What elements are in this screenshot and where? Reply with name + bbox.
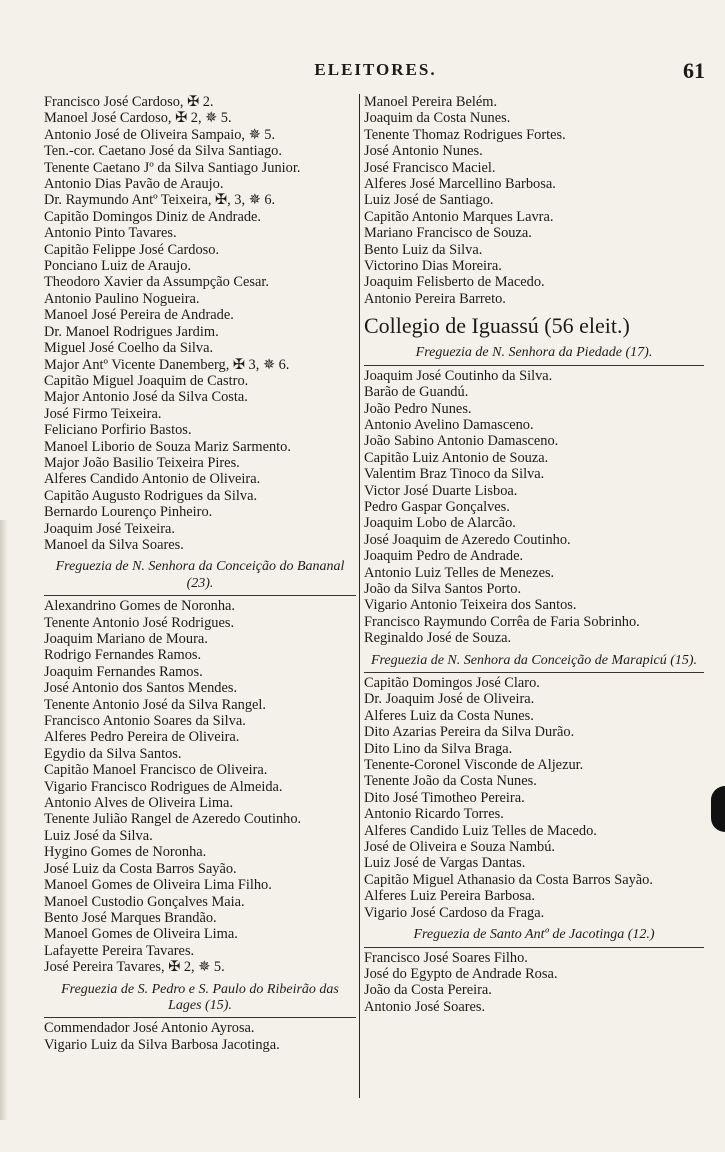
elector-entry: Antonio José Soares. bbox=[364, 998, 486, 1015]
elector-entry: Dito Azarias Pereira da Silva Durão. bbox=[364, 724, 575, 741]
elector-entry: Reginaldo José de Souza. bbox=[364, 630, 512, 647]
elector-entry: Victorino Dias Moreira. bbox=[364, 258, 502, 275]
left-column bbox=[44, 94, 356, 1053]
college-heading: Collegio de Iguassú (56 eleit.) bbox=[364, 313, 630, 339]
elector-entry: Bernardo Lourenço Pinheiro. bbox=[44, 504, 213, 521]
elector-entry: Vigario Antonio Teixeira dos Santos. bbox=[364, 597, 577, 614]
elector-entry: João Sabino Antonio Damasceno. bbox=[364, 433, 559, 450]
elector-entry: José Francisco Maciel. bbox=[364, 159, 496, 176]
elector-entry: Capitão Miguel Joaquim de Castro. bbox=[44, 372, 249, 389]
elector-entry: Capitão Miguel Athanasio da Costa Barros Sayão. bbox=[364, 871, 653, 888]
page-edge-shadow bbox=[0, 520, 8, 1120]
elector-entry: Major Antonio José da Silva Costa. bbox=[44, 389, 248, 406]
elector-entry: Capitão Manoel Francisco de Oliveira. bbox=[44, 762, 268, 779]
elector-entry: Antonio Ricardo Torres. bbox=[364, 806, 504, 823]
elector-entry: Francisco Antonio Soares da Silva. bbox=[44, 713, 246, 730]
elector-entry: Manoel José Pereira de Andrade. bbox=[44, 307, 234, 324]
column-divider bbox=[359, 94, 360, 1098]
elector-list bbox=[44, 1020, 356, 1053]
elector-entry: Antonio José de Oliveira Sampaio, ✵ 5. bbox=[44, 126, 276, 143]
elector-list bbox=[364, 950, 704, 1016]
elector-entry: Joaquim Fernandes Ramos. bbox=[44, 663, 203, 680]
elector-list bbox=[364, 368, 704, 647]
elector-entry: Antonio Paulino Nogueira. bbox=[44, 290, 200, 307]
elector-entry: Vigario Luiz da Silva Barbosa Jacotinga. bbox=[44, 1036, 280, 1053]
elector-entry: José Joaquim de Azeredo Coutinho. bbox=[364, 531, 571, 548]
elector-entry: Joaquim Lobo de Alarcão. bbox=[364, 515, 516, 532]
elector-entry: José Antonio Nunes. bbox=[364, 143, 483, 160]
elector-entry: Tenente-Coronel Visconde de Aljezur. bbox=[364, 757, 584, 774]
elector-entry: Antonio Avelino Damasceno. bbox=[364, 416, 534, 433]
section-heading-piedade: Freguezia de N. Senhora da Piedade (17). bbox=[364, 345, 704, 365]
elector-entry: Luiz José de Vargas Dantas. bbox=[364, 855, 526, 872]
page-number: 61 bbox=[683, 58, 705, 83]
elector-entry: João da Silva Santos Porto. bbox=[364, 580, 522, 597]
elector-entry: Vigario José Cardoso da Fraga. bbox=[364, 904, 545, 921]
elector-entry: Capitão Augusto Rodrigues da Silva. bbox=[44, 487, 258, 504]
section-heading-bananal: Freguezia de N. Senhora da Conceição do Bananal (23). bbox=[44, 559, 356, 596]
elector-entry: Vigario Francisco Rodrigues de Almeida. bbox=[44, 778, 283, 795]
elector-entry: Capitão Luiz Antonio de Souza. bbox=[364, 449, 549, 466]
elector-entry: Luiz José da Silva. bbox=[44, 827, 153, 844]
elector-entry: João Pedro Nunes. bbox=[364, 400, 472, 417]
elector-list bbox=[364, 675, 704, 921]
elector-entry: Hygino Gomes de Noronha. bbox=[44, 844, 207, 861]
elector-entry: Manoel José Cardoso, ✠ 2, ✵ 5. bbox=[44, 110, 232, 127]
section-heading-jacotinga: Freguezia de Santo Antº de Jacotinga (12.) bbox=[364, 927, 704, 947]
elector-entry: Manoel Liborio de Souza Mariz Sarmento. bbox=[44, 438, 291, 455]
elector-entry: Dr. Raymundo Antº Teixeira, ✠, 3, ✵ 6. bbox=[44, 192, 276, 209]
elector-entry: Dito José Timotheo Pereira. bbox=[364, 789, 525, 806]
elector-entry: Francisco Raymundo Corrêa de Faria Sobrinho. bbox=[364, 613, 640, 630]
elector-entry: Alferes Candido Luiz Telles de Macedo. bbox=[364, 822, 597, 839]
elector-entry: Commendador José Antonio Ayrosa. bbox=[44, 1020, 255, 1037]
elector-entry: Egydio da Silva Santos. bbox=[44, 745, 182, 762]
elector-entry: Major Antº Vicente Danemberg, ✠ 3, ✵ 6. bbox=[44, 356, 290, 373]
elector-entry: Dr. Joaquim José de Oliveira. bbox=[364, 691, 535, 708]
elector-entry: Dito Lino da Silva Braga. bbox=[364, 740, 513, 757]
elector-entry: Alferes José Marcellino Barbosa. bbox=[364, 176, 556, 193]
elector-entry: Manoel Pereira Belém. bbox=[364, 94, 498, 110]
page-title: ELEITORES. bbox=[314, 60, 437, 79]
elector-entry: José Antonio dos Santos Mendes. bbox=[44, 680, 238, 697]
elector-entry: Antonio Pinto Tavares. bbox=[44, 225, 177, 242]
elector-entry: Alexandrino Gomes de Noronha. bbox=[44, 598, 236, 615]
elector-entry: Victor José Duarte Lisboa. bbox=[364, 482, 518, 499]
right-column bbox=[364, 94, 704, 1015]
elector-entry: Pedro Gaspar Gonçalves. bbox=[364, 498, 510, 515]
elector-entry: Mariano Francisco de Souza. bbox=[364, 225, 532, 242]
elector-entry: Barão de Guandú. bbox=[364, 384, 469, 401]
elector-entry: José Pereira Tavares, ✠ 2, ✵ 5. bbox=[44, 959, 225, 976]
elector-entry: Alferes Luiz Pereira Barbosa. bbox=[364, 888, 536, 905]
section-heading-marapicu: Freguezia de N. Senhora da Conceição de Marapicú (15). bbox=[364, 653, 704, 673]
elector-list bbox=[364, 94, 704, 307]
elector-entry: Antonio Alves de Oliveira Lima. bbox=[44, 795, 234, 812]
elector-entry: Theodoro Xavier da Assumpção Cesar. bbox=[44, 274, 269, 291]
elector-entry: Manoel Gomes de Oliveira Lima Filho. bbox=[44, 877, 272, 894]
elector-entry: Alferes Pedro Pereira de Oliveira. bbox=[44, 729, 240, 746]
elector-entry: José de Oliveira e Souza Nambú. bbox=[364, 839, 556, 856]
elector-entry: Joaquim José Teixeira. bbox=[44, 520, 176, 537]
elector-entry: Joaquim Felisberto de Macedo. bbox=[364, 274, 545, 291]
elector-entry: Miguel José Coelho da Silva. bbox=[44, 340, 214, 357]
elector-entry: Joaquim da Costa Nunes. bbox=[364, 110, 511, 127]
elector-entry: Manoel Custodio Gonçalves Maia. bbox=[44, 893, 245, 910]
elector-entry: Manoel Gomes de Oliveira Lima. bbox=[44, 926, 238, 943]
elector-entry: Manoel da Silva Soares. bbox=[44, 536, 184, 553]
elector-entry: Lafayette Pereira Tavares. bbox=[44, 942, 195, 959]
elector-entry: Tenente João da Costa Nunes. bbox=[364, 773, 537, 790]
section-heading-ribeirao: Freguezia de S. Pedro e S. Paulo do Ribeirão das Lages (15). bbox=[44, 982, 356, 1019]
elector-entry: Antonio Dias Pavão de Araujo. bbox=[44, 176, 224, 193]
elector-entry: Capitão Antonio Marques Lavra. bbox=[364, 208, 554, 225]
ink-blot bbox=[711, 786, 725, 832]
elector-entry: Ponciano Luiz de Araujo. bbox=[44, 258, 192, 275]
elector-entry: Luiz José de Santiago. bbox=[364, 192, 494, 209]
elector-list bbox=[44, 598, 356, 975]
elector-entry: Valentim Braz Tinoco da Silva. bbox=[364, 466, 545, 483]
elector-entry: Alferes Candido Antonio de Oliveira. bbox=[44, 471, 261, 488]
elector-entry: José Luiz da Costa Barros Sayão. bbox=[44, 860, 237, 877]
page-header bbox=[40, 58, 711, 88]
elector-entry: Major João Basilio Teixeira Pires. bbox=[44, 454, 240, 471]
elector-entry: Tenente Caetano Jº da Silva Santiago Junior. bbox=[44, 159, 301, 176]
elector-list bbox=[44, 94, 356, 553]
elector-entry: Francisco José Soares Filho. bbox=[364, 949, 528, 966]
elector-entry: Capitão Felippe José Cardoso. bbox=[44, 241, 220, 258]
elector-entry: José do Egypto de Andrade Rosa. bbox=[364, 965, 558, 982]
elector-entry: João da Costa Pereira. bbox=[364, 982, 492, 999]
elector-entry: Rodrigo Fernandes Ramos. bbox=[44, 647, 202, 664]
elector-entry: Alferes Luiz da Costa Nunes. bbox=[364, 707, 534, 724]
elector-entry: Tenente Thomaz Rodrigues Fortes. bbox=[364, 126, 566, 143]
elector-entry: Tenente Julião Rangel de Azeredo Coutinho. bbox=[44, 811, 302, 828]
elector-entry: Capitão Domingos José Claro. bbox=[364, 675, 540, 691]
elector-entry: Francisco José Cardoso, ✠ 2. bbox=[44, 94, 214, 110]
elector-entry: Joaquim Pedro de Andrade. bbox=[364, 548, 524, 565]
elector-entry: Ten.-cor. Caetano José da Silva Santiago. bbox=[44, 143, 282, 160]
elector-entry: Tenente Antonio José Rodrigues. bbox=[44, 614, 235, 631]
elector-entry: Tenente Antonio José da Silva Rangel. bbox=[44, 696, 267, 713]
elector-entry: José Firmo Teixeira. bbox=[44, 405, 162, 422]
elector-entry: Capitão Domingos Diniz de Andrade. bbox=[44, 208, 262, 225]
elector-entry: Antonio Luiz Telles de Menezes. bbox=[364, 564, 555, 581]
elector-entry: Feliciano Porfirio Bastos. bbox=[44, 422, 192, 439]
elector-entry: Antonio Pereira Barreto. bbox=[364, 290, 506, 307]
elector-entry: Joaquim José Coutinho da Silva. bbox=[364, 367, 553, 384]
elector-entry: Bento Luiz da Silva. bbox=[364, 241, 483, 258]
elector-entry: Bento José Marques Brandão. bbox=[44, 909, 217, 926]
elector-entry: Dr. Manoel Rodrigues Jardim. bbox=[44, 323, 219, 340]
elector-entry: Joaquim Mariano de Moura. bbox=[44, 631, 208, 647]
